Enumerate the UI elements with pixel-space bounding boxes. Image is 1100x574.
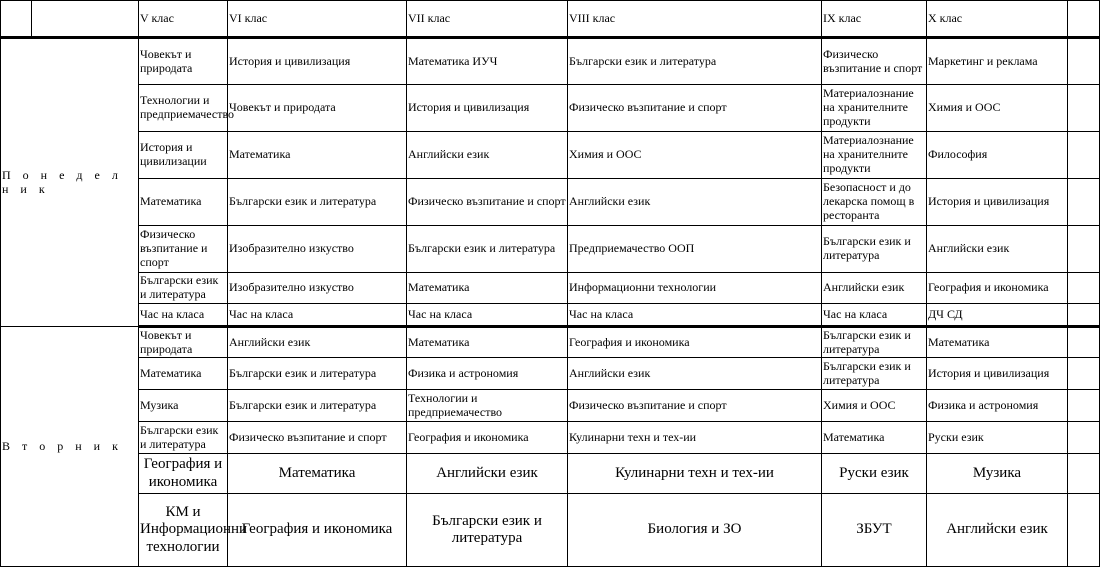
header-row bbox=[1, 1, 1100, 38]
subject-cell: Български език и литература bbox=[407, 494, 568, 567]
subject-cell: Физическо възпитание и спорт bbox=[139, 226, 228, 273]
subject-cell: Математика bbox=[927, 327, 1068, 358]
subject-cell: Кулинарни техн и тех-ии bbox=[568, 422, 822, 454]
subject-cell: Български език и литература bbox=[568, 38, 822, 85]
subject-cell: Математика bbox=[228, 454, 407, 494]
subject-cell: География и икономика bbox=[228, 494, 407, 567]
table-row bbox=[1, 422, 1100, 454]
subject-cell: Английски език bbox=[407, 454, 568, 494]
table-row bbox=[1, 304, 1100, 327]
subject-cell: Предприемачество ООП bbox=[568, 226, 822, 273]
subject-cell: Физическо възпитание и спорт bbox=[822, 38, 927, 85]
subject-cell: Технологии и предприемачество bbox=[407, 390, 568, 422]
subject-cell: Кулинарни техн и тех-ии bbox=[568, 454, 822, 494]
table-row bbox=[1, 132, 1100, 179]
header-blank-cell bbox=[32, 1, 139, 38]
subject-cell: Материалознание на хранителните продукти bbox=[822, 132, 927, 179]
subject-cell: Български език и литература bbox=[822, 358, 927, 390]
subject-cell: Час на класа bbox=[139, 304, 228, 327]
subject-cell: Изобразително изкуство bbox=[228, 226, 407, 273]
subject-cell: Руски език bbox=[927, 422, 1068, 454]
subject-cell: История и цивилизация bbox=[407, 85, 568, 132]
subject-cell: Музика bbox=[139, 390, 228, 422]
header-class-cell: VIII клас bbox=[568, 1, 822, 38]
table-row bbox=[1, 179, 1100, 226]
subject-cell: Математика ИУЧ bbox=[407, 38, 568, 85]
blank-cell bbox=[1068, 226, 1100, 273]
subject-cell: Физическо възпитание и спорт bbox=[228, 422, 407, 454]
subject-cell: История и цивилизация bbox=[927, 179, 1068, 226]
blank-cell bbox=[1068, 422, 1100, 454]
blank-cell bbox=[1068, 358, 1100, 390]
subject-cell: Английски език bbox=[568, 358, 822, 390]
subject-cell: Човекът и природата bbox=[228, 85, 407, 132]
subject-cell: География и икономика bbox=[927, 273, 1068, 304]
header-blank-cell bbox=[1068, 1, 1100, 38]
header-class-cell: VII клас bbox=[407, 1, 568, 38]
subject-cell: География и икономика bbox=[568, 327, 822, 358]
subject-cell: Физическо възпитание и спорт bbox=[568, 390, 822, 422]
subject-cell: Български език и литература bbox=[139, 273, 228, 304]
subject-cell: Български език и литература bbox=[407, 226, 568, 273]
subject-cell: Български език и литература bbox=[228, 358, 407, 390]
subject-cell: Маркетинг и реклама bbox=[927, 38, 1068, 85]
table-row bbox=[1, 358, 1100, 390]
subject-cell: Химия и ООС bbox=[822, 390, 927, 422]
subject-cell: История и цивилизации bbox=[139, 132, 228, 179]
table-row bbox=[1, 390, 1100, 422]
subject-cell: Английски език bbox=[927, 494, 1068, 567]
subject-cell: Български език и литература bbox=[228, 390, 407, 422]
subject-cell: География и икономика bbox=[407, 422, 568, 454]
subject-cell: Български език и литература bbox=[228, 179, 407, 226]
table-row bbox=[1, 273, 1100, 304]
subject-cell: Английски език bbox=[407, 132, 568, 179]
table-row bbox=[1, 494, 1100, 567]
blank-cell bbox=[1068, 273, 1100, 304]
subject-cell: Физическо възпитание и спорт bbox=[407, 179, 568, 226]
blank-cell bbox=[1068, 454, 1100, 494]
subject-cell: Български език и литература bbox=[822, 226, 927, 273]
subject-cell: Английски език bbox=[568, 179, 822, 226]
subject-cell: Философия bbox=[927, 132, 1068, 179]
blank-cell bbox=[1068, 327, 1100, 358]
subject-cell: Час на класа bbox=[822, 304, 927, 327]
subject-cell: Математика bbox=[822, 422, 927, 454]
table-row bbox=[1, 38, 1100, 85]
day-label-monday: П о н е д е л н и к bbox=[1, 38, 139, 327]
blank-cell bbox=[1068, 494, 1100, 567]
subject-cell: Информационни технологии bbox=[568, 273, 822, 304]
subject-cell: История и цивилизация bbox=[927, 358, 1068, 390]
subject-cell: Руски език bbox=[822, 454, 927, 494]
subject-cell: ЗБУТ bbox=[822, 494, 927, 567]
header-class-cell: V клас bbox=[139, 1, 228, 38]
blank-cell bbox=[1068, 179, 1100, 226]
blank-cell bbox=[1068, 38, 1100, 85]
subject-cell: Физическо възпитание и спорт bbox=[568, 85, 822, 132]
blank-cell bbox=[1068, 132, 1100, 179]
blank-cell bbox=[1068, 304, 1100, 327]
subject-cell: Технологии и предприемачество bbox=[139, 85, 228, 132]
subject-cell: Химия и ООС bbox=[927, 85, 1068, 132]
subject-cell: Изобразително изкуство bbox=[228, 273, 407, 304]
subject-cell: Биология и ЗО bbox=[568, 494, 822, 567]
subject-cell: Физика и астрономия bbox=[407, 358, 568, 390]
header-class-cell: X клас bbox=[927, 1, 1068, 38]
header-class-cell: IX клас bbox=[822, 1, 927, 38]
subject-cell: Безопасност и до лекарска помощ в ресторанта bbox=[822, 179, 927, 226]
subject-cell: Химия и ООС bbox=[568, 132, 822, 179]
subject-cell: Български език и литература bbox=[822, 327, 927, 358]
subject-cell: Математика bbox=[139, 358, 228, 390]
table-row bbox=[1, 226, 1100, 273]
header-class-cell: VI клас bbox=[228, 1, 407, 38]
subject-cell: История и цивилизация bbox=[228, 38, 407, 85]
subject-cell: Час на класа bbox=[568, 304, 822, 327]
header-blank-cell bbox=[1, 1, 32, 38]
subject-cell: Час на класа bbox=[407, 304, 568, 327]
day-label-tuesday: В т о р н и к bbox=[1, 327, 139, 567]
subject-cell: Математика bbox=[407, 273, 568, 304]
subject-cell: География и икономика bbox=[139, 454, 228, 494]
subject-cell: Английски език bbox=[228, 327, 407, 358]
subject-cell: Материалознание на хранителните продукти bbox=[822, 85, 927, 132]
table-row bbox=[1, 327, 1100, 358]
subject-cell: ДЧ СД bbox=[927, 304, 1068, 327]
subject-cell: Човекът и природата bbox=[139, 327, 228, 358]
subject-cell: Английски език bbox=[927, 226, 1068, 273]
subject-cell: Час на класа bbox=[228, 304, 407, 327]
table-row bbox=[1, 454, 1100, 494]
subject-cell: КМ и Информационни технологии bbox=[139, 494, 228, 567]
subject-cell: Български език и литература bbox=[139, 422, 228, 454]
subject-cell: Математика bbox=[139, 179, 228, 226]
subject-cell: Математика bbox=[228, 132, 407, 179]
table-row bbox=[1, 85, 1100, 132]
subject-cell: Човекът и природата bbox=[139, 38, 228, 85]
subject-cell: Физика и астрономия bbox=[927, 390, 1068, 422]
subject-cell: Музика bbox=[927, 454, 1068, 494]
blank-cell bbox=[1068, 85, 1100, 132]
subject-cell: Английски език bbox=[822, 273, 927, 304]
subject-cell: Математика bbox=[407, 327, 568, 358]
blank-cell bbox=[1068, 390, 1100, 422]
